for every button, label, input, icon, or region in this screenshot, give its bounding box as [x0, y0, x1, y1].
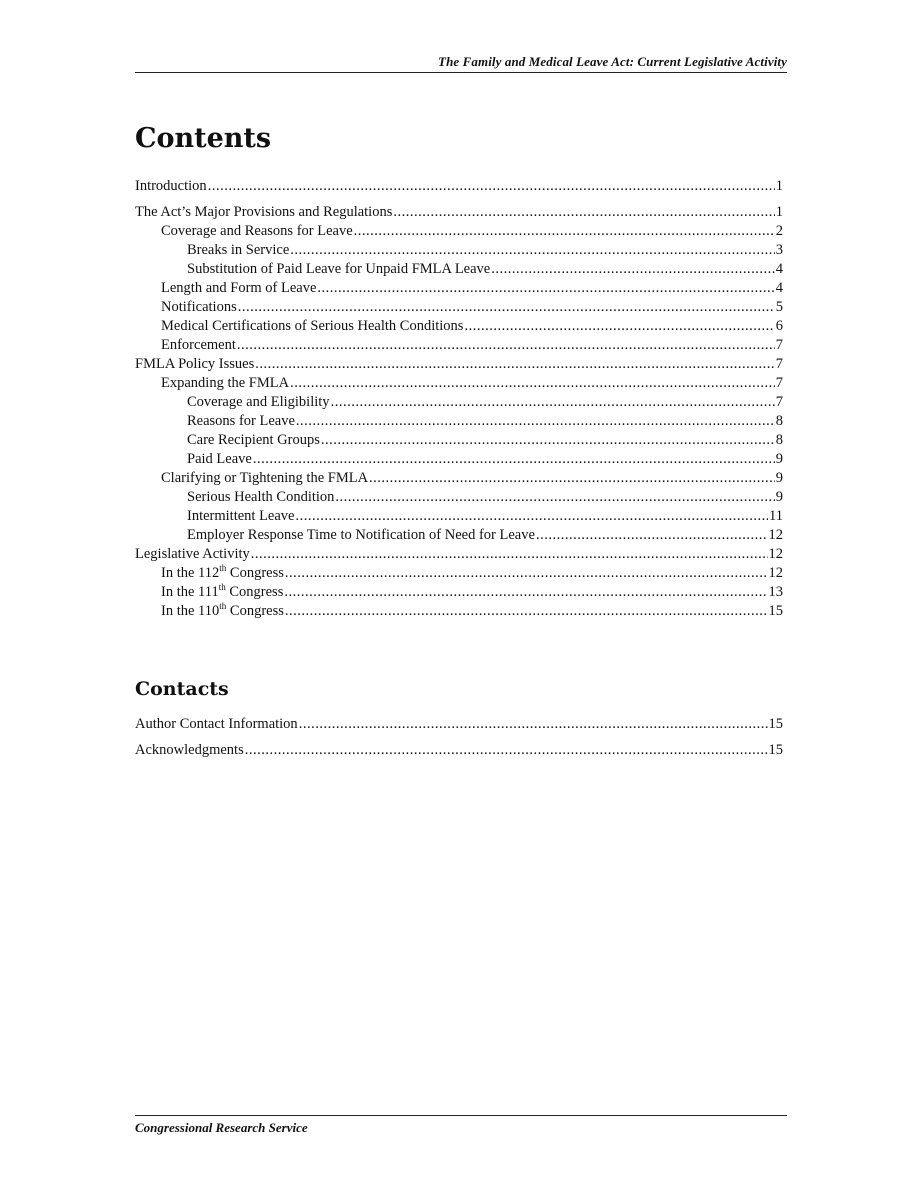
toc-entry-page: 15: [768, 742, 783, 758]
toc-entry-title: Expanding the FMLA: [161, 375, 290, 391]
dot-leader: [491, 260, 775, 279]
dot-leader: [299, 715, 768, 734]
toc-entry-title: In the 111th Congress: [161, 582, 284, 600]
toc-entry[interactable]: [135, 317, 783, 336]
dot-leader: [284, 583, 767, 602]
toc-entry[interactable]: [135, 741, 783, 760]
toc-entry[interactable]: [135, 545, 783, 564]
toc-entry-title: Intermittent Leave: [187, 508, 295, 524]
footer-rule: [135, 1115, 787, 1116]
toc-entry-page: 7: [775, 394, 783, 410]
toc-entry-page: 1: [775, 204, 783, 220]
toc-entry-page: 6: [775, 318, 783, 334]
toc-entry[interactable]: [135, 336, 783, 355]
dot-leader: [369, 469, 775, 488]
toc-entry-page: 2: [775, 223, 783, 239]
toc-entry-page: 7: [775, 356, 783, 372]
toc-entry-page: 7: [775, 337, 783, 353]
toc-entry[interactable]: [135, 355, 783, 374]
toc-entry-title: Breaks in Service: [187, 242, 290, 258]
toc-entry-page: 9: [775, 470, 783, 486]
dot-leader: [253, 450, 775, 469]
toc-entry[interactable]: [135, 222, 783, 241]
toc-entry-page: 12: [768, 527, 783, 543]
toc-entry-title: Substitution of Paid Leave for Unpaid FMLA Leave: [187, 261, 491, 277]
dot-leader: [464, 317, 774, 336]
toc-entry-title: Acknowledgments: [135, 742, 244, 758]
toc-entry-page: 12: [768, 546, 783, 562]
toc-entry[interactable]: [135, 374, 783, 393]
toc-entry-page: 15: [768, 603, 783, 619]
running-footer: Congressional Research Service: [135, 1120, 308, 1135]
running-header: The Family and Medical Leave Act: Current Legislative Activity: [438, 54, 787, 69]
dot-leader: [255, 355, 775, 374]
toc-entry-page: 9: [775, 489, 783, 505]
toc-entry[interactable]: [135, 298, 783, 317]
toc-entry[interactable]: [135, 260, 783, 279]
toc-entry-page: 11: [769, 508, 783, 524]
dot-leader: [238, 298, 775, 317]
toc-entry-page: 3: [775, 242, 783, 258]
toc-entry[interactable]: [135, 393, 783, 412]
toc-entry[interactable]: [135, 177, 783, 196]
toc-entry-title: Legislative Activity: [135, 546, 250, 562]
toc-entry-page: 9: [775, 451, 783, 467]
toc-entry[interactable]: [135, 412, 783, 431]
toc-entry-title: In the 110th Congress: [161, 601, 284, 619]
toc-entry-title: Reasons for Leave: [187, 413, 295, 429]
toc-entry-page: 7: [775, 375, 783, 391]
dot-leader: [290, 241, 774, 260]
toc-entry-title: Medical Certifications of Serious Health Conditions: [161, 318, 464, 334]
toc-entry[interactable]: [135, 450, 783, 469]
toc-entry[interactable]: [135, 526, 783, 545]
toc-entry-page: 1: [775, 178, 783, 194]
dot-leader: [335, 488, 774, 507]
toc-entry[interactable]: [135, 279, 783, 298]
toc-entry-page: 4: [775, 280, 783, 296]
dot-leader: [285, 564, 768, 583]
toc-entry-page: 15: [768, 716, 783, 732]
dot-leader: [251, 545, 768, 564]
dot-leader: [296, 412, 775, 431]
toc-entry-title: In the 112th Congress: [161, 563, 284, 581]
toc-entry[interactable]: [135, 203, 783, 222]
toc-entry-page: 12: [768, 565, 783, 581]
toc-entry-title: Clarifying or Tightening the FMLA: [161, 470, 369, 486]
dot-leader: [536, 526, 768, 545]
toc-entry-title: Care Recipient Groups: [187, 432, 320, 448]
dot-leader: [317, 279, 774, 298]
contacts-list: [135, 715, 783, 760]
toc-entry[interactable]: [135, 469, 783, 488]
toc-entry-title: Serious Health Condition: [187, 489, 335, 505]
contacts-heading: Contacts: [135, 678, 229, 700]
dot-leader: [208, 177, 775, 196]
dot-leader: [245, 741, 768, 760]
dot-leader: [331, 393, 775, 412]
toc-entry-title: The Act’s Major Provisions and Regulations: [135, 204, 393, 220]
toc-entry-page: 4: [775, 261, 783, 277]
dot-leader: [296, 507, 769, 526]
toc-entry[interactable]: [135, 715, 783, 734]
dot-leader: [237, 336, 775, 355]
dot-leader: [354, 222, 775, 241]
toc-entry[interactable]: [135, 564, 783, 583]
toc-entry[interactable]: [135, 507, 783, 526]
toc-entry[interactable]: [135, 583, 783, 602]
toc-entry[interactable]: [135, 241, 783, 260]
toc-entry-title: Author Contact Information: [135, 716, 298, 732]
toc-entry-title: FMLA Policy Issues: [135, 356, 255, 372]
toc-entry-title: Coverage and Eligibility: [187, 394, 330, 410]
toc-entry-page: 8: [775, 413, 783, 429]
toc-entry-title: Introduction: [135, 178, 207, 194]
dot-leader: [393, 203, 774, 222]
toc-entry-title: Enforcement: [161, 337, 236, 353]
toc-entry-page: 13: [768, 584, 783, 600]
dot-leader: [290, 374, 775, 393]
contents-heading: Contents: [135, 123, 272, 154]
toc-entry-title: Notifications: [161, 299, 237, 315]
dot-leader: [321, 431, 775, 450]
toc-entry-title: Paid Leave: [187, 451, 252, 467]
toc-entry-title: Coverage and Reasons for Leave: [161, 223, 353, 239]
toc-entry[interactable]: [135, 602, 783, 621]
toc-entry[interactable]: [135, 488, 783, 507]
table-of-contents: [135, 177, 783, 621]
toc-entry-title: Employer Response Time to Notification of Need for Leave: [187, 527, 535, 543]
toc-entry-title: Length and Form of Leave: [161, 280, 317, 296]
toc-entry[interactable]: [135, 431, 783, 450]
dot-leader: [285, 602, 768, 621]
header-rule: [135, 72, 787, 73]
toc-entry-page: 8: [775, 432, 783, 448]
toc-entry-page: 5: [775, 299, 783, 315]
